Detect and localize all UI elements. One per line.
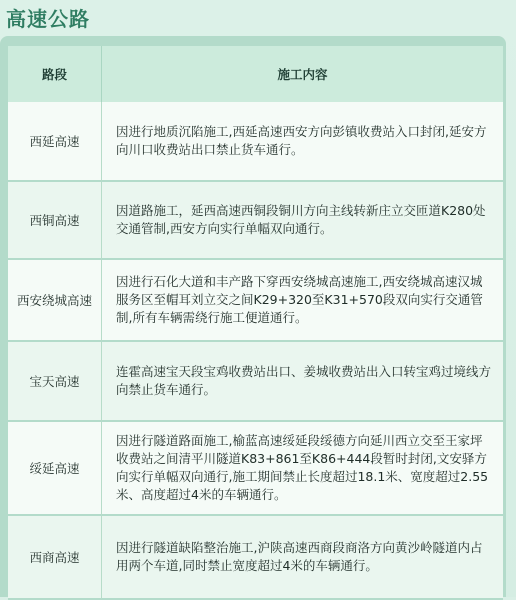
construction-content-cell: 因进行隧道缺陷整治施工,沪陕高速西商段商洛方向黄沙岭隧道内占用两个车道,同时禁止宽度超过4米的车辆通行。: [102, 516, 503, 600]
road-construction-table: [8, 46, 503, 600]
table-row: [8, 422, 503, 516]
road-name-cell: 绥延高速: [8, 422, 102, 516]
table-row: [8, 260, 503, 342]
table-row: [8, 342, 503, 422]
header-road: 路段: [8, 46, 102, 102]
construction-content-cell: 因道路施工，延西高速西铜段铜川方向主线转新庄立交匝道K280处交通管制,西安方向实行单幅双向通行。: [102, 182, 503, 260]
road-name-cell: 宝天高速: [8, 342, 102, 422]
road-name-cell: 西延高速: [8, 102, 102, 182]
construction-content-cell: 因进行地质沉陷施工,西延高速西安方向彭镇收费站入口封闭,延安方向川口收费站出口禁止货车通行。: [102, 102, 503, 182]
road-name-cell: 西商高速: [8, 516, 102, 600]
table-row: [8, 516, 503, 600]
construction-content-cell: 因进行隧道路面施工,榆蓝高速绥延段绥德方向延川西立交至王家坪收费站之间清平川隧道K83+861至K86+444段暂时封闭,文安驿方向实行单幅双向通行,施工期间禁止长度超过18.1米、宽度超过2.55米、高度超过4米的车辆通行。: [102, 422, 503, 516]
construction-content-cell: 因进行石化大道和丰产路下穿西安绕城高速施工,西安绕城高速汉城服务区至帽耳刘立交之间K29+320至K31+570段双向实行交通管制,所有车辆需绕行施工便道通行。: [102, 260, 503, 342]
header-content: 施工内容: [102, 46, 503, 102]
road-name-cell: 西安绕城高速: [8, 260, 102, 342]
table-header-row: [8, 46, 503, 102]
road-name-cell: 西铜高速: [8, 182, 102, 260]
section-title: 高速公路: [6, 7, 90, 31]
table-row: [8, 102, 503, 182]
construction-content-cell: 连霍高速宝天段宝鸡收费站出口、姜城收费站出入口转宝鸡过境线方向禁止货车通行。: [102, 342, 503, 422]
table-row: [8, 182, 503, 260]
